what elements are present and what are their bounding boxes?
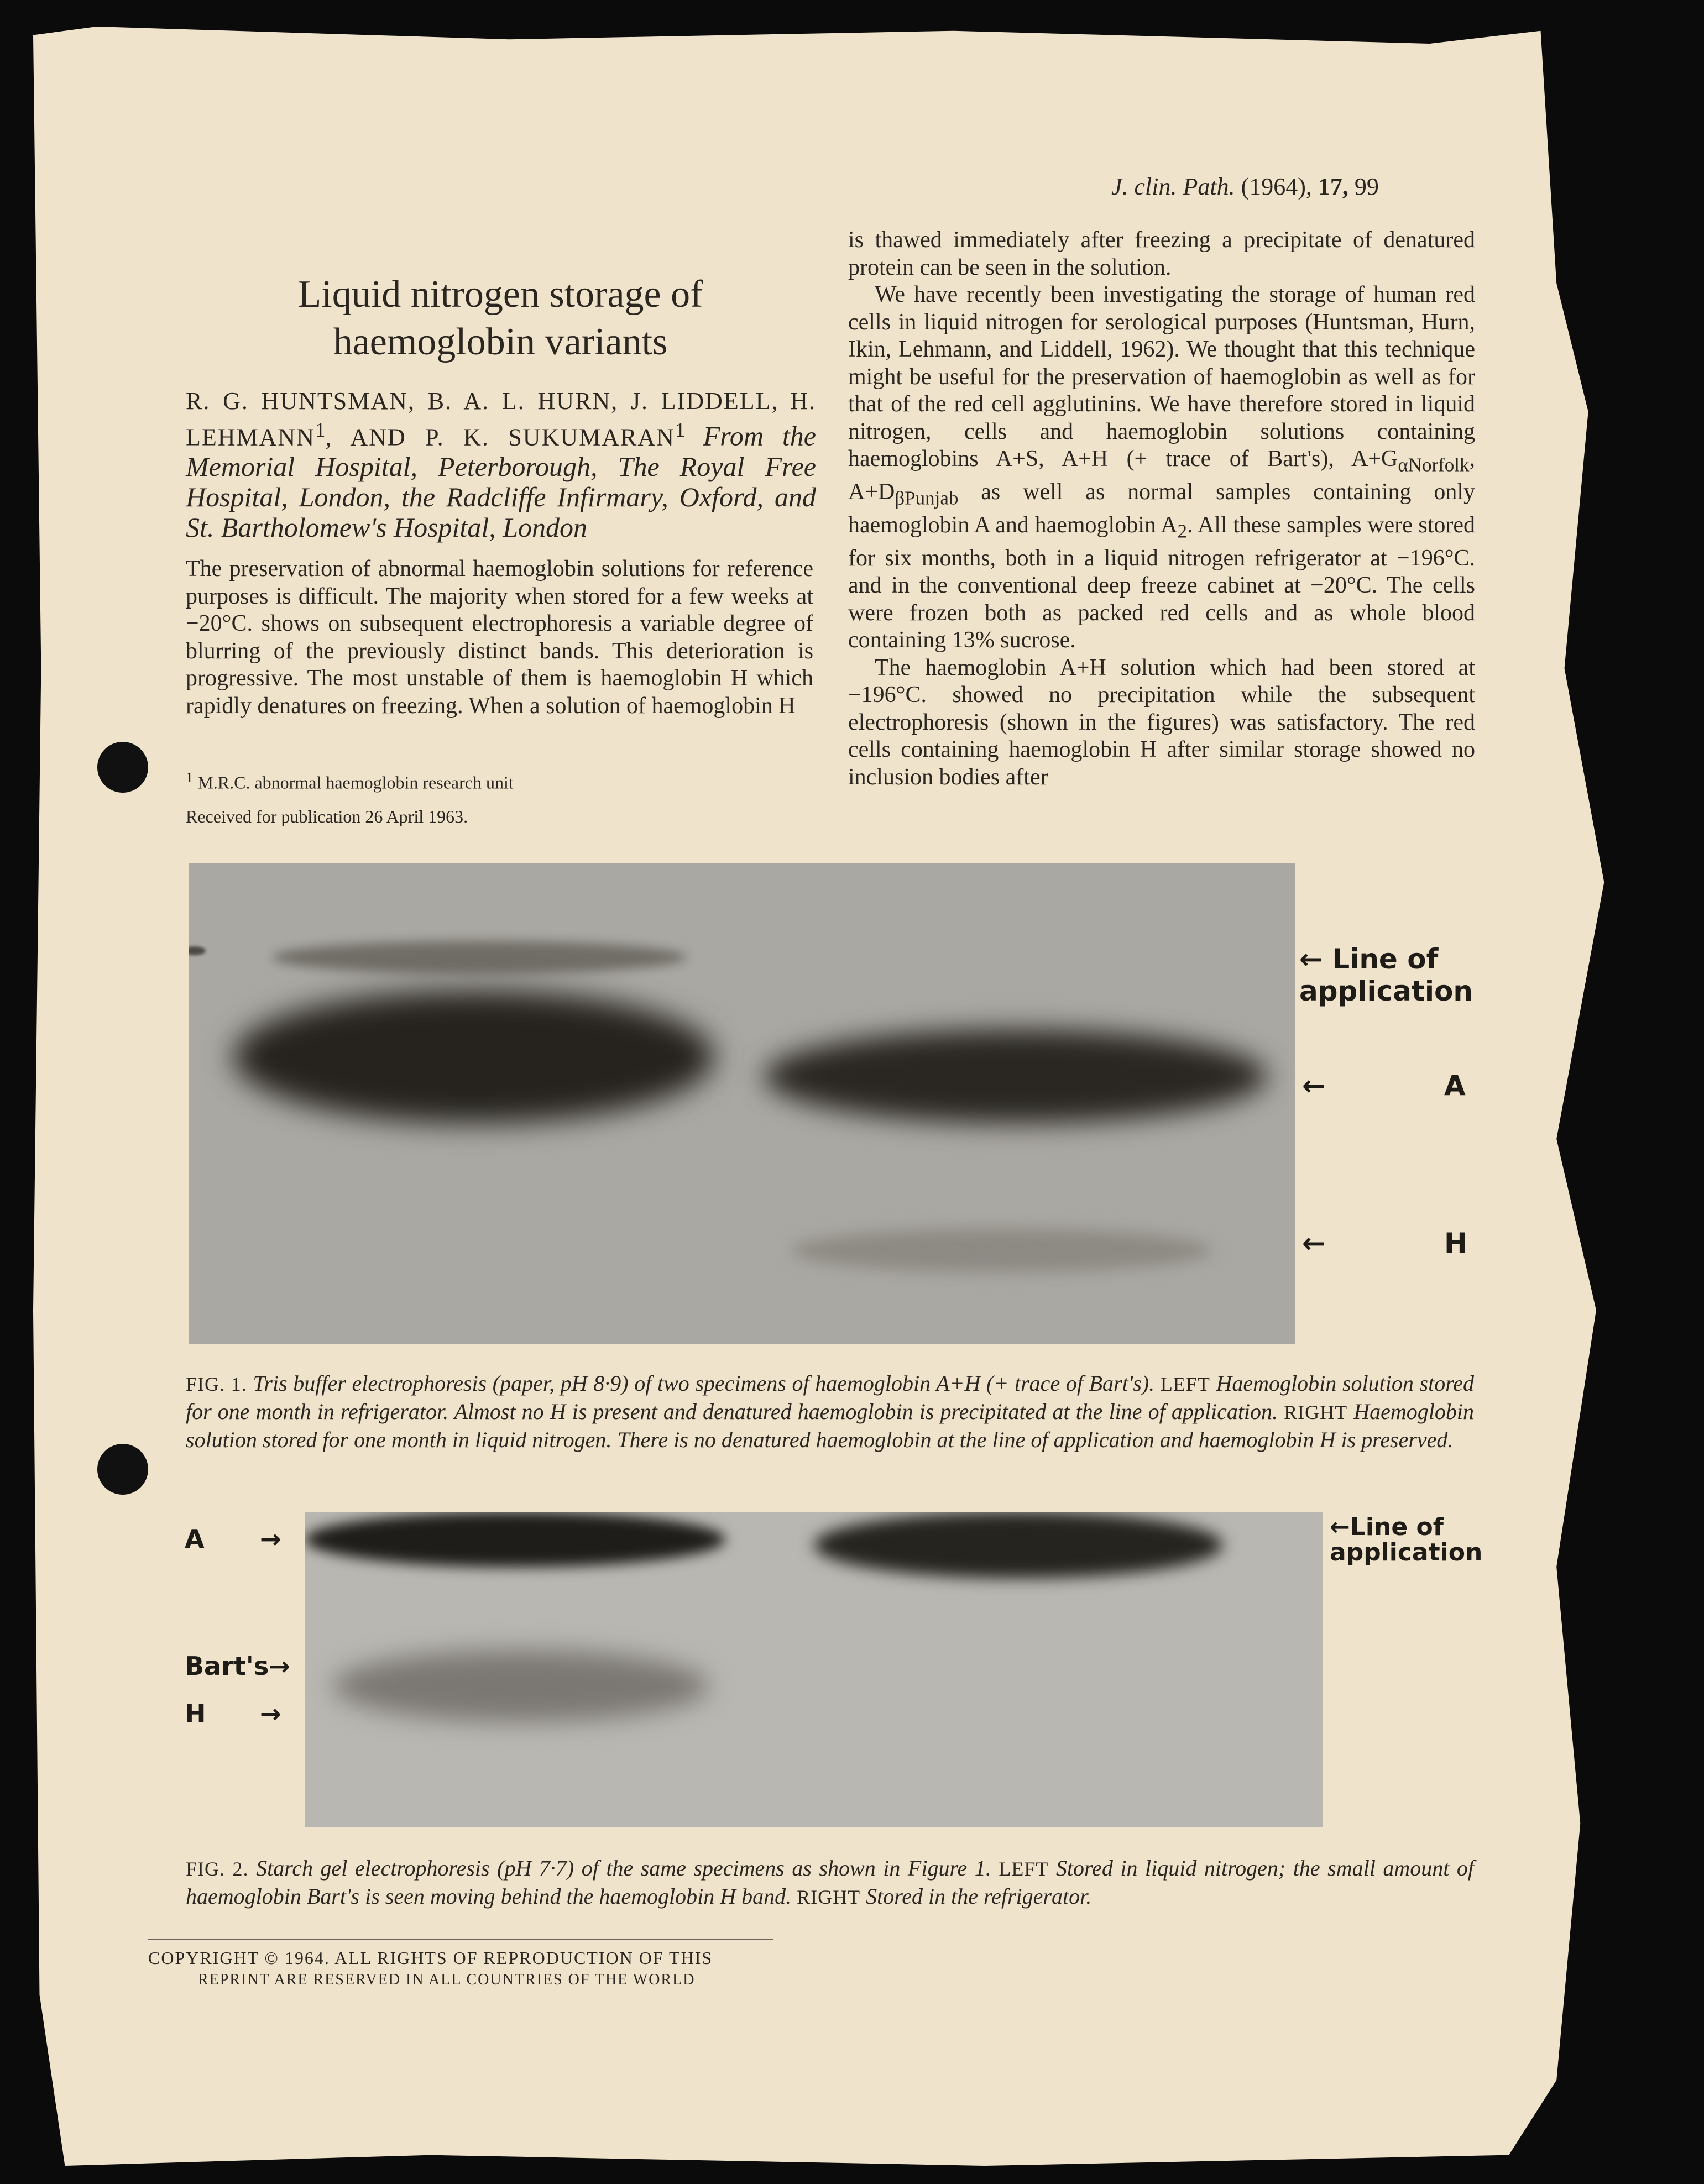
subscript-a2: 2 bbox=[1177, 520, 1188, 542]
fig2-label-line-of-application bbox=[1330, 1515, 1482, 1565]
fig1-precipitate-band bbox=[272, 941, 687, 974]
fig1-right-band-a bbox=[764, 1029, 1267, 1123]
fig1-label-line1: Line of bbox=[1332, 943, 1439, 975]
fig1-caption-right: RIGHT bbox=[1284, 1401, 1348, 1423]
left-arrow-icon: ← bbox=[1302, 1070, 1325, 1102]
right-p2-part-c: as well as normal samples containing only haemoglobin A and haemoglobin A bbox=[848, 479, 1475, 538]
fig1-arrow-h bbox=[1302, 1227, 1325, 1259]
fig1-arrow-a bbox=[1302, 1070, 1325, 1102]
fig2-caption-text-1: Starch gel electrophoresis (pH 7·7) of the same specimens as shown in Figure 1. bbox=[256, 1856, 991, 1881]
fig1-edge-mark bbox=[189, 946, 206, 955]
journal-header bbox=[1111, 172, 1379, 201]
title-line-1: Liquid nitrogen storage of bbox=[297, 273, 703, 316]
punch-hole bbox=[97, 1444, 148, 1495]
figure-1-photo bbox=[189, 863, 1295, 1344]
fig2-left-band-a bbox=[305, 1512, 725, 1567]
footnote-text: M.R.C. abnormal haemoglobin research unit bbox=[197, 772, 514, 793]
fig1-caption-text-2: Haemoglobin solution stored for one month in refrigerator. Almost no H is present and denatured haemoglobin is precipitated at the line of application. bbox=[186, 1371, 1475, 1424]
title-line-2: haemoglobin variants bbox=[333, 321, 668, 363]
right-column bbox=[848, 227, 1475, 791]
fig2-caption-text-3: Stored in the refrigerator. bbox=[866, 1884, 1092, 1909]
left-arrow-icon: ← bbox=[1302, 1227, 1325, 1259]
author-block bbox=[186, 387, 816, 543]
author-names-3: , AND P. K. SUKUMARAN bbox=[325, 423, 675, 451]
subscript-norfolk: αNorfolk bbox=[1398, 454, 1470, 476]
right-p2-part-b: , A+D bbox=[848, 446, 1475, 505]
right-paragraph-1: is thawed immediately after freezing a precipitate of denatured protein can be seen in the solution. bbox=[848, 227, 1475, 280]
figure-1-caption bbox=[186, 1370, 1474, 1454]
journal-name: J. clin. Path. bbox=[1111, 173, 1235, 200]
footnote-mark: 1 bbox=[186, 769, 194, 785]
fig1-label-line-of-application bbox=[1299, 943, 1473, 1007]
right-p2-part-a: We have recently been investigating the storage of human red cells in liquid nitrogen for serological purposes (Huntsman, Hurn, Ikin, Lehmann, and Liddell, 1962). We thought that this technique might be useful for the preservation of haemoglobin as well as for that of the red cell agglutinins. We have therefore stored in liquid nitrogen, cells and haemoglobin solutions containing haemoglobins A+S, A+H (+ trace of Bart's), A+G bbox=[848, 282, 1475, 472]
figure-2-caption bbox=[186, 1855, 1474, 1911]
copyright-rule bbox=[148, 1939, 773, 1940]
received-date: Received for publication 26 April 1963. bbox=[186, 806, 468, 826]
fig1-label-h: H bbox=[1444, 1227, 1467, 1259]
fig1-left-band-a bbox=[233, 991, 714, 1123]
author-sup: 1 bbox=[675, 418, 686, 441]
left-column bbox=[186, 556, 813, 720]
right-paragraph-3: The haemoglobin A+H solution which had been stored at −196°C. showed no precipitation while the subsequent electrophoresis (shown in the figures) was satisfactory. The red cells containing haemoglobin H after similar storage showed no inclusion bodies after bbox=[848, 654, 1475, 790]
journal-year: (1964), bbox=[1241, 173, 1312, 200]
fig1-label-line2: application bbox=[1299, 975, 1473, 1007]
fig2-caption-text-2: Stored in liquid nitrogen; the small amount of haemoglobin Bart's is seen moving behind the haemoglobin H band. bbox=[186, 1856, 1475, 1909]
figure-2-photo bbox=[305, 1512, 1323, 1827]
fig2-caption-right: RIGHT bbox=[797, 1886, 861, 1908]
author-names-1: R. G. HUNTSMAN, B. A. L. HURN, J. LIDDELL, bbox=[186, 387, 779, 415]
fig1-number: FIG. 1. bbox=[186, 1373, 247, 1395]
fig2-number: FIG. 2. bbox=[186, 1858, 249, 1880]
copyright-line-1: COPYRIGHT © 1964. ALL RIGHTS OF REPRODUCTION OF THIS bbox=[148, 1948, 713, 1968]
right-p2-part-d: . All these samples were stored for six months, both in a liquid nitrogen refrigerator at −196°C. and in the conventional deep freeze cabinet at −20°C. The cells were frozen both as packed red cells and as whole blood containing 13% sucrose. bbox=[848, 512, 1476, 653]
left-body-text: The preservation of abnormal haemoglobin solutions for reference purposes is difficult. The majority when stored for a few weeks at −20°C. shows on subsequent electrophoresis a variable degree of blurring of the previously distinct bands. This deterioration is progressive. The most unstable of them is haemoglobin H which rapidly denatures on freezing. When a solution of haemoglobin H bbox=[186, 556, 813, 719]
left-arrow-icon: ← bbox=[1299, 943, 1323, 975]
copyright-line-2: REPRINT ARE RESERVED IN ALL COUNTRIES OF THE WORLD bbox=[198, 1971, 696, 1988]
fig2-caption-left: LEFT bbox=[999, 1858, 1049, 1880]
fig1-label-a: A bbox=[1444, 1070, 1466, 1102]
punch-hole bbox=[97, 742, 148, 793]
fig2-label-line1: Line of bbox=[1350, 1513, 1444, 1541]
fig2-arrow-a bbox=[260, 1524, 281, 1554]
fig1-caption-text-3: Haemoglobin solution stored for one month in liquid nitrogen. There is no denatured haemoglobin at the line of application and haemoglobin H is preserved. bbox=[186, 1399, 1475, 1452]
right-paragraph-2 bbox=[848, 281, 1475, 654]
fig1-right-band-h bbox=[792, 1228, 1212, 1272]
fig2-label-h: H bbox=[185, 1699, 206, 1729]
fig2-right-band-a bbox=[814, 1512, 1223, 1578]
author-sup: 1 bbox=[315, 418, 326, 441]
article-title bbox=[216, 271, 785, 366]
fig2-left-band-barts-h bbox=[333, 1650, 709, 1722]
journal-page: 99 bbox=[1354, 173, 1379, 200]
left-arrow-icon: ← bbox=[1330, 1513, 1350, 1541]
fig2-label-barts-row bbox=[185, 1651, 290, 1681]
fig2-arrow-h bbox=[260, 1699, 281, 1729]
copyright-notice bbox=[148, 1947, 812, 1991]
footnote bbox=[186, 766, 816, 794]
fig2-label-a: A bbox=[185, 1524, 205, 1554]
right-arrow-icon: → bbox=[269, 1651, 290, 1681]
journal-volume: 17, bbox=[1318, 173, 1348, 200]
fig1-caption-left: LEFT bbox=[1160, 1373, 1210, 1395]
fig2-label-line2: application bbox=[1330, 1538, 1483, 1567]
author-affiliations: From the Memorial Hospital, Peterborough, The Royal Free Hospital, London, the Radcliffe Infirmary, Oxford, and St. Bartholomew's Hospital, London bbox=[186, 420, 816, 543]
author-names-2: H. LEHMANN bbox=[186, 387, 816, 451]
subscript-punjab: βPunjab bbox=[895, 487, 959, 509]
right-arrow-icon: → bbox=[260, 1524, 281, 1554]
fig2-label-barts: Bart's bbox=[185, 1651, 269, 1681]
fig1-caption-text-1: Tris buffer electrophoresis (paper, pH 8·9) of two specimens of haemoglobin A+H (+ trace of Bart's). bbox=[253, 1371, 1155, 1396]
right-arrow-icon: → bbox=[260, 1699, 281, 1729]
